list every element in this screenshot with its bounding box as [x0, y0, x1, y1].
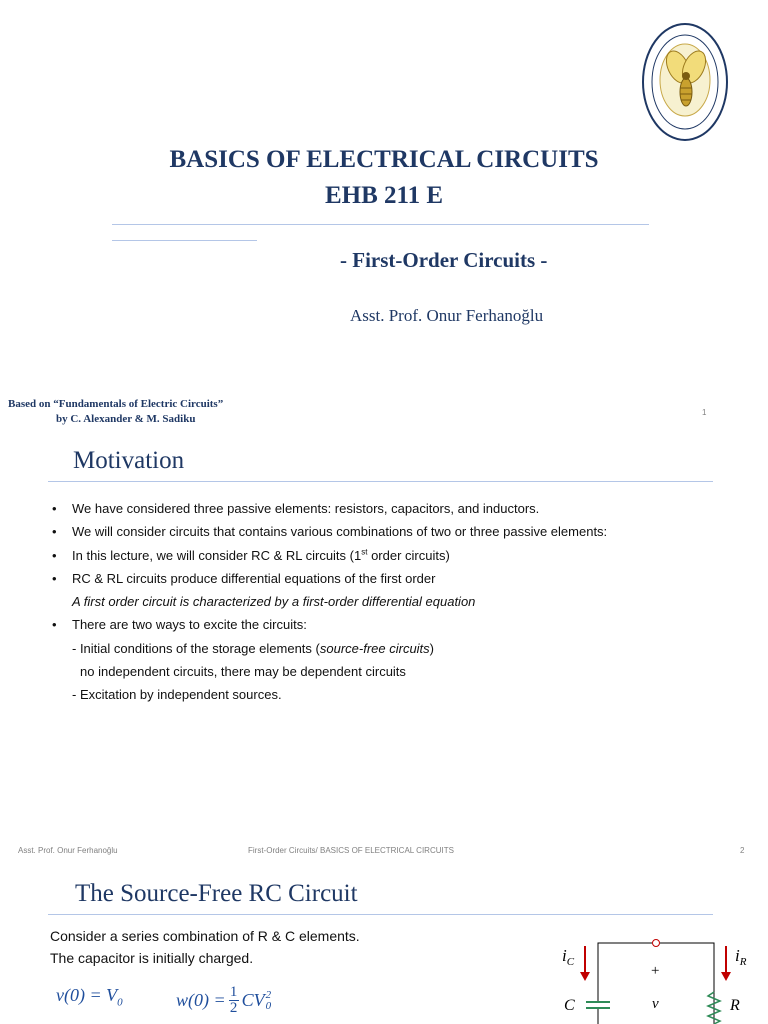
- title-divider: [112, 224, 649, 225]
- lecture-subtitle: - First-Order Circuits -: [340, 248, 548, 272]
- initial-voltage-equation: $v(0) = V_0$: [56, 985, 123, 1009]
- body-text: Consider a series combination of R & C elements.: [50, 928, 360, 944]
- rc-circuit-diagram: [548, 930, 758, 1024]
- list-subitem: - Excitation by independent sources.: [72, 687, 282, 703]
- plus-sign: +: [651, 963, 660, 979]
- circuit-wire-right: [660, 943, 714, 1024]
- slide-title: Motivation: [73, 447, 185, 474]
- body-text: The capacitor is initially charged.: [50, 950, 254, 966]
- ic-label: $i_C$: [562, 946, 575, 968]
- capacitor-gap: [588, 1003, 608, 1007]
- list-subitem-note: no independent circuits, there may be dependent circuits: [80, 664, 406, 680]
- initial-energy-equation: w(0) = 1 2 CV 2 0: [176, 984, 272, 1016]
- page-number: 2: [740, 846, 745, 855]
- list-item: • RC & RL circuits produce differential equations of the first order: [50, 567, 750, 590]
- ic-arrowhead: [580, 972, 590, 981]
- slide-title: The Source-Free RC Circuit: [75, 880, 358, 907]
- footer-author: Asst. Prof. Onur Ferhanoğlu: [18, 846, 118, 855]
- list-item: • We have considered three passive elements: resistors, capacitors, and inductors.: [50, 497, 750, 520]
- list-item-note: A first order circuit is characterized by a first-order differential equation: [72, 594, 476, 610]
- capacitor-label: C: [564, 997, 575, 1014]
- resistor-label: R: [730, 997, 740, 1014]
- course-title: BASICS OF ELECTRICAL CIRCUITS: [169, 146, 599, 173]
- based-on-line2: by C. Alexander & M. Sadiku: [56, 413, 196, 425]
- voltage-label: v: [652, 996, 659, 1012]
- list-subitem: - Initial conditions of the storage elements (source-free circuits): [72, 640, 435, 656]
- bullet-list: [50, 497, 750, 707]
- ir-label: $i_R$: [735, 946, 747, 968]
- footer-course: First-Order Circuits/ BASICS OF ELECTRICAL CIRCUITS: [248, 846, 454, 855]
- circuit-wire-left: [598, 943, 652, 1024]
- title-divider: [48, 481, 713, 482]
- author-name: Asst. Prof. Onur Ferhanoğlu: [350, 306, 544, 325]
- list-item: • In this lecture, we will consider RC & RL circuits (1st order circuits): [50, 544, 750, 567]
- ir-arrowhead: [721, 972, 731, 981]
- based-on-line1: Based on “Fundamentals of Electric Circuits”: [8, 398, 224, 410]
- list-item: • We will consider circuits that contains various combinations of two or three passive elements:: [50, 520, 750, 543]
- list-item: • There are two ways to excite the circuits:: [50, 613, 750, 636]
- itu-seal-logo: [640, 22, 730, 142]
- course-code: EHB 211 E: [324, 182, 444, 209]
- node-terminal: [653, 940, 660, 947]
- page-number: 1: [702, 408, 707, 417]
- title-divider: [48, 914, 713, 915]
- title-divider-short: [112, 240, 257, 241]
